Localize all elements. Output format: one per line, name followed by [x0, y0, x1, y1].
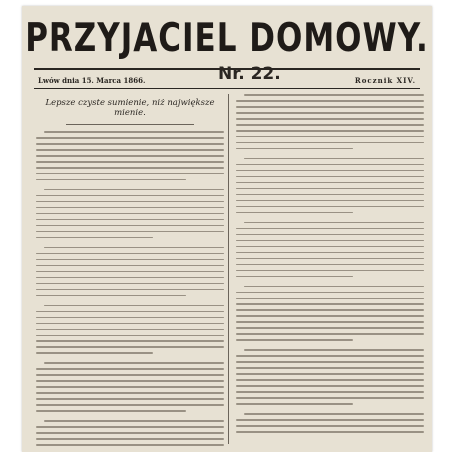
text-line [236, 361, 424, 363]
text-line [36, 444, 224, 446]
text-line [236, 206, 424, 208]
text-line [36, 346, 224, 348]
text-line [36, 340, 224, 342]
text-line [36, 283, 224, 285]
text-line [36, 225, 224, 227]
text-line [236, 142, 424, 144]
text-line [236, 234, 424, 236]
text-line [236, 170, 424, 172]
text-line [36, 155, 224, 157]
text-line [236, 385, 424, 387]
text-line [236, 252, 424, 254]
text-line [236, 391, 424, 393]
text-line [36, 143, 224, 145]
text-line [236, 258, 424, 260]
text-line [36, 295, 186, 297]
text-line [236, 182, 424, 184]
text-line [236, 240, 424, 242]
text-line [236, 200, 424, 202]
text-line [44, 189, 224, 191]
text-line [236, 339, 353, 341]
right-column-text [236, 94, 424, 433]
text-line [36, 392, 224, 394]
text-line [36, 195, 224, 197]
text-line [236, 276, 353, 278]
text-line [36, 167, 224, 169]
text-line [236, 431, 424, 433]
left-column [36, 94, 224, 450]
text-line [36, 410, 186, 412]
text-line [236, 106, 424, 108]
motto-rule [66, 124, 194, 125]
text-line [236, 292, 424, 294]
text-line [236, 176, 424, 178]
text-line [236, 315, 424, 317]
text-line [236, 321, 424, 323]
text-line [44, 131, 224, 133]
text-line [36, 335, 224, 337]
paragraph-gap [236, 282, 424, 286]
text-line [36, 374, 224, 376]
text-line [244, 222, 424, 224]
text-line [236, 118, 424, 120]
text-line [36, 231, 224, 233]
text-line [36, 265, 224, 267]
article-motto: Lepsze czyste sumienie, niż największe mienie. [45, 98, 215, 118]
text-line [236, 333, 424, 335]
text-line [236, 298, 424, 300]
text-line [236, 419, 424, 421]
text-line [236, 270, 424, 272]
text-line [36, 277, 224, 279]
text-line [236, 136, 424, 138]
text-line [36, 179, 186, 181]
text-line [36, 137, 224, 139]
text-line [236, 100, 424, 102]
text-line [236, 403, 353, 405]
text-line [36, 380, 224, 382]
text-line [244, 158, 424, 160]
text-line [36, 311, 224, 313]
issue-info-bar [34, 64, 420, 88]
text-line [36, 404, 224, 406]
text-line [236, 373, 424, 375]
text-line [44, 305, 224, 307]
text-line [236, 112, 424, 114]
text-line [236, 367, 424, 369]
text-line [44, 247, 224, 249]
text-line [236, 164, 424, 166]
text-line [36, 289, 224, 291]
text-line [236, 194, 424, 196]
masthead-rule-bottom [34, 88, 420, 89]
text-line [36, 161, 224, 163]
text-line [236, 212, 353, 214]
text-line [36, 329, 224, 331]
issue-year: Rocznik XIV. [354, 76, 416, 85]
text-line [236, 148, 353, 150]
right-column [236, 94, 424, 437]
text-line [36, 323, 224, 325]
text-line [244, 413, 424, 415]
text-line [36, 438, 224, 440]
text-line [36, 253, 224, 255]
text-line [236, 124, 424, 126]
text-line [244, 286, 424, 288]
issue-date: Lwów dnia 15. Marca 1866. [38, 76, 146, 85]
text-line [236, 379, 424, 381]
text-line [44, 362, 224, 364]
text-line [36, 432, 224, 434]
text-line [36, 426, 224, 428]
text-line [236, 397, 424, 399]
text-line [244, 94, 424, 96]
paragraph-gap [36, 301, 224, 305]
text-line [236, 264, 424, 266]
text-line [236, 355, 424, 357]
text-line [236, 303, 424, 305]
text-line [236, 309, 424, 311]
text-line [244, 349, 424, 351]
newspaper-page [22, 6, 432, 452]
masthead-title: PRZYJACIEL DOMOWY. [25, 16, 429, 61]
text-line [36, 259, 224, 261]
text-line [36, 317, 224, 319]
text-line [36, 219, 224, 221]
left-column-text [36, 131, 224, 446]
text-line [36, 149, 224, 151]
text-line [236, 228, 424, 230]
text-line [36, 398, 224, 400]
text-line [36, 352, 153, 354]
text-line [36, 173, 224, 175]
text-line [36, 201, 224, 203]
column-divider [228, 94, 229, 444]
text-line [236, 425, 424, 427]
text-line [36, 237, 153, 239]
text-line [36, 368, 224, 370]
text-line [36, 386, 224, 388]
text-line [236, 246, 424, 248]
text-line [44, 420, 224, 422]
text-line [236, 130, 424, 132]
text-line [36, 213, 224, 215]
issue-number: Nr. 22. [218, 64, 281, 84]
text-line [36, 271, 224, 273]
text-line [236, 327, 424, 329]
text-line [36, 207, 224, 209]
text-line [236, 188, 424, 190]
